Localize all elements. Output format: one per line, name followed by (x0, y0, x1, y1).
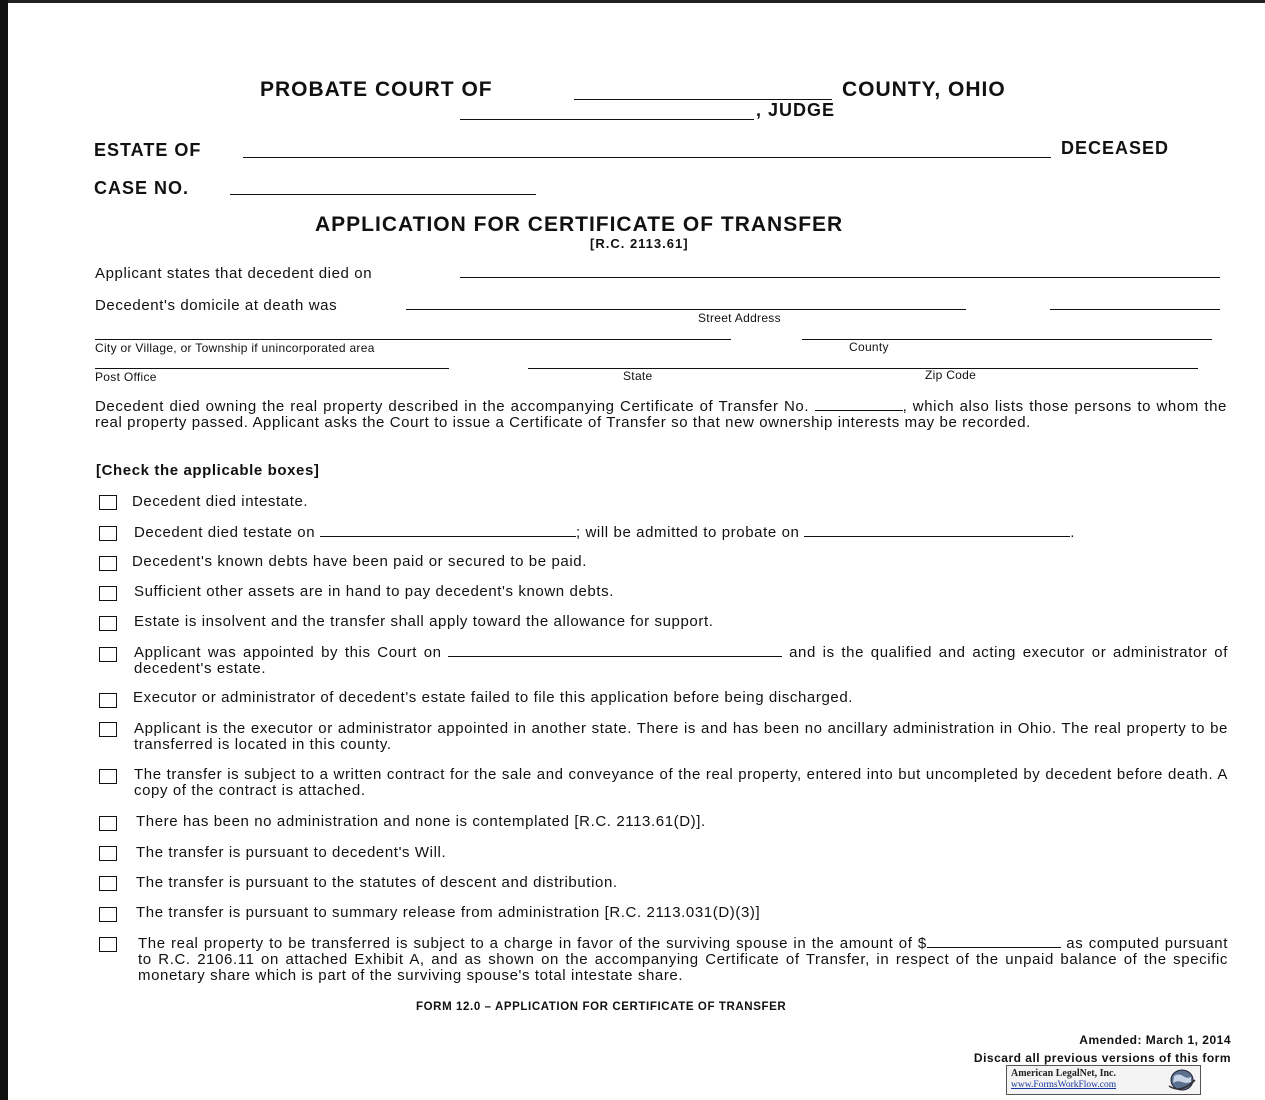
estate-blank[interactable] (243, 157, 1051, 158)
domicile-label: Decedent's domicile at death was (95, 297, 338, 314)
probate-date-blank[interactable] (804, 524, 1070, 537)
checkbox-spouse-charge[interactable] (99, 937, 117, 952)
checkbox-contract[interactable] (99, 769, 117, 784)
street-address-caption: Street Address (698, 311, 781, 325)
checkbox-will[interactable] (99, 846, 117, 861)
checkbox-insolvent[interactable] (99, 616, 117, 631)
checkbox-no-admin[interactable] (99, 816, 117, 831)
case-label: CASE NO. (94, 178, 190, 198)
item-summary: The transfer is pursuant to summary release from administration [R.C. 2113.031(D)(3)] (136, 904, 761, 921)
checkbox-another-state[interactable] (99, 722, 117, 737)
discard-notice: Discard all previous versions of this form (973, 1051, 1231, 1065)
check-heading: [Check the applicable boxes] (96, 462, 320, 479)
deceased-label: DECEASED (1061, 138, 1170, 158)
court-prefix: PROBATE COURT OF (260, 78, 493, 101)
checkbox-summary[interactable] (99, 907, 117, 922)
checkbox-appointed[interactable] (99, 647, 117, 662)
item-another-state: Applicant is the executor or administrator appointed in another state. There is and has been no ancillary administration in Ohio. The real property to be transferred is located in this county. (134, 720, 1228, 753)
appointed-date-blank[interactable] (448, 644, 782, 657)
spouse-text-b: as computed pursuant to R.C. 2106.11 on attached Exhibit A, and as shown on the accompanying Certificate of Transfer, in respect of the unpaid balance of the specific monetary share which is part of the surviving spouse's total intestate share. (138, 935, 1228, 984)
post-office-caption: Post Office (95, 370, 157, 384)
form-number-label: FORM 12.0 – APPLICATION FOR CERTIFICATE OF TRANSFER (416, 1001, 787, 1013)
american-legalnet-logo[interactable] (1006, 1065, 1201, 1095)
item-debts-paid: Decedent's known debts have been paid or secured to be paid. (132, 553, 587, 570)
estate-label: ESTATE OF (94, 140, 202, 160)
logo-url[interactable]: www.FormsWorkFlow.com (1011, 1080, 1117, 1090)
item-appointed (134, 644, 1228, 677)
checkbox-other-assets[interactable] (99, 586, 117, 601)
county-caption: County (849, 340, 889, 354)
item-failed-file: Executor or administrator of decedent's estate failed to file this application before being discharged. (133, 689, 854, 706)
appointed-text-a: Applicant was appointed by this Court on (134, 644, 442, 661)
logo-name: American LegalNet, Inc. (1011, 1068, 1116, 1079)
testate-date-blank[interactable] (320, 524, 576, 537)
item-will: The transfer is pursuant to decedent's Will. (136, 844, 447, 861)
item-no-admin: There has been no administration and none is contemplated [R.C. 2113.61(D)]. (136, 813, 706, 830)
checkbox-failed-file[interactable] (99, 693, 117, 708)
testate-text-b: ; will be admitted to probate on (575, 524, 800, 541)
city-caption: City or Village, or Township if unincorporated area (95, 341, 375, 355)
amended-date: Amended: March 1, 2014 (1079, 1033, 1231, 1047)
spouse-text-a: The real property to be transferred is subject to a charge in favor of the surviving spouse in the amount of (138, 935, 913, 952)
form-title: APPLICATION FOR CERTIFICATE OF TRANSFER (315, 213, 844, 236)
item-insolvent: Estate is insolvent and the transfer shall apply toward the allowance for support. (134, 613, 714, 630)
intro-paragraph (95, 398, 1227, 431)
city-blank[interactable] (95, 339, 731, 340)
scan-edge-top (8, 0, 1265, 3)
item-spouse-charge (138, 935, 1228, 984)
court-suffix: COUNTY, OHIO (842, 78, 1006, 101)
street-address-blank-end (1050, 309, 1220, 310)
death-date-blank[interactable] (460, 277, 1220, 278)
checkbox-testate[interactable] (99, 526, 117, 541)
checkbox-statutes[interactable] (99, 876, 117, 891)
appointed-text-b: and is the qualified and acting executor or administrator of decedent's estate. (134, 644, 1228, 677)
spouse-dollar: $ (917, 935, 927, 952)
case-number-blank[interactable] (230, 194, 536, 195)
item-contract: The transfer is subject to a written contract for the sale and conveyance of the real property, entered into but uncompleted by decedent before death. A copy of the contract is attached. (134, 766, 1228, 799)
globe-icon (1165, 1068, 1197, 1092)
checkbox-debts-paid[interactable] (99, 556, 117, 571)
item-statutes: The transfer is pursuant to the statutes of descent and distribution. (136, 874, 618, 891)
checkbox-intestate[interactable] (99, 495, 117, 510)
judge-label: , JUDGE (756, 100, 836, 120)
statute-reference: [R.C. 2113.61] (590, 236, 689, 251)
item-testate: Decedent died testate on ; will be admitted to probate on . (134, 524, 1076, 541)
state-caption: State (623, 369, 653, 383)
scan-edge (0, 0, 8, 1100)
item-intestate: Decedent died intestate. (132, 493, 309, 510)
intro-text-b: , which also lists those persons to whom the real property passed. Applicant asks the Court to issue a Certificate of Transfer so that new ownership interests may be recorded. (95, 398, 1227, 431)
testate-text-a: Decedent died testate on (134, 524, 316, 541)
street-address-blank[interactable] (406, 309, 966, 310)
intro-text-a: Decedent died owning the real property described in the accompanying Certificate of Transfer No. (95, 398, 810, 415)
item-other-assets: Sufficient other assets are in hand to pay decedent's known debts. (134, 583, 614, 600)
died-on-label: Applicant states that decedent died on (95, 265, 373, 282)
zip-caption: Zip Code (925, 368, 977, 382)
certificate-number-blank[interactable] (815, 398, 903, 411)
judge-blank[interactable] (460, 119, 754, 120)
post-office-blank[interactable] (95, 368, 449, 369)
spouse-amount-blank[interactable] (927, 935, 1061, 948)
